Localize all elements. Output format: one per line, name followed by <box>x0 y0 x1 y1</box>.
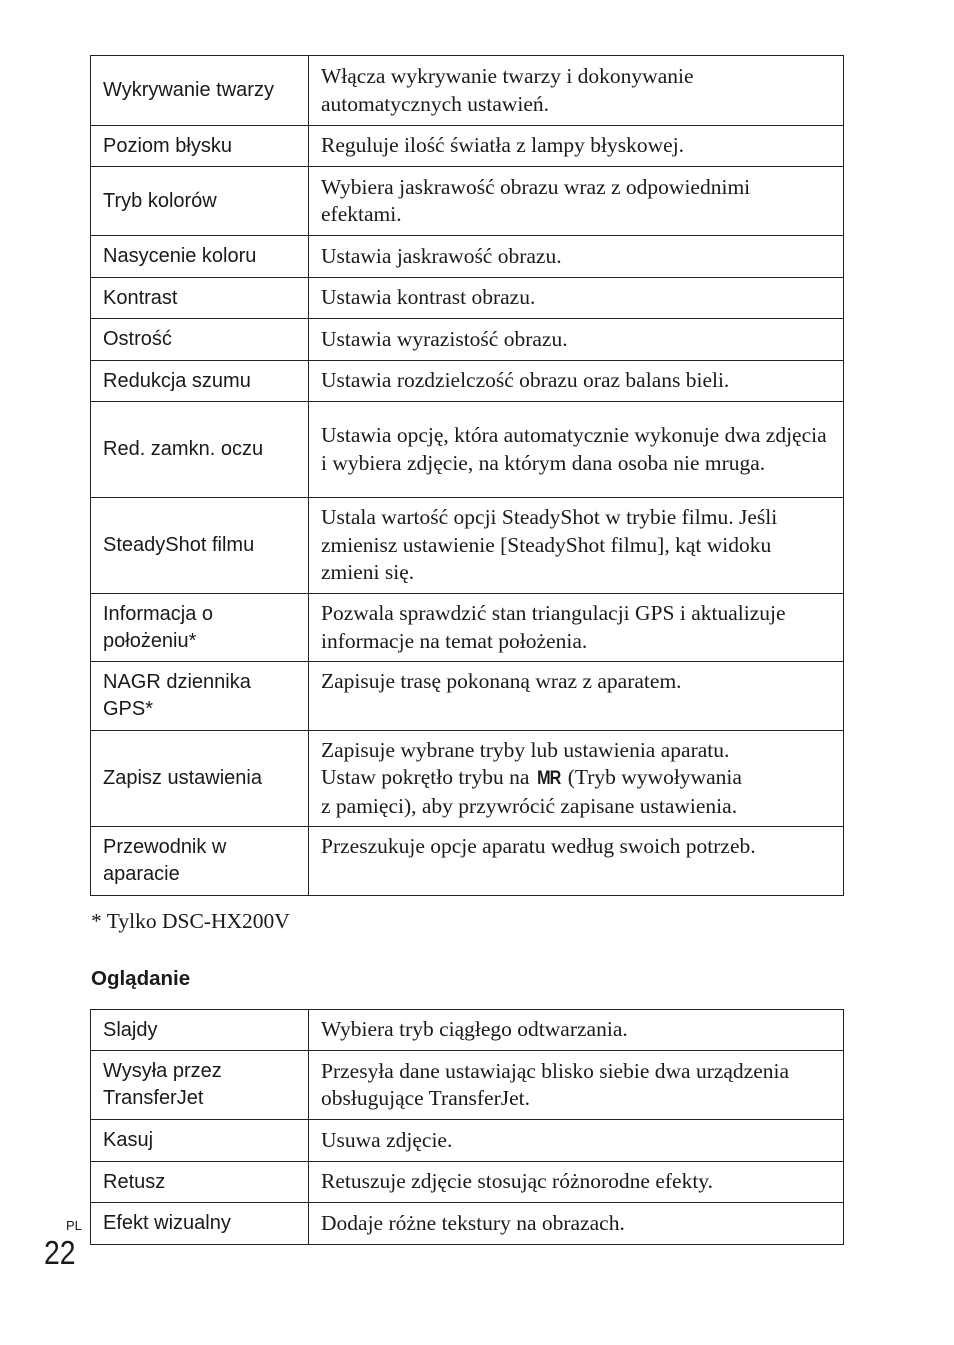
table-row <box>91 662 844 731</box>
table-row <box>91 827 844 896</box>
setting-label: Przewodnik w aparacie <box>91 827 309 896</box>
setting-description: Przeszukuje opcje aparatu według swoich potrzeb. <box>309 827 844 896</box>
setting-label: Informacja o położeniu* <box>91 594 309 662</box>
setting-description: Pozwala sprawdzić stan triangulacji GPS i aktualizuje informacje na temat położenia. <box>309 594 844 662</box>
setting-description: Ustawia jaskrawość obrazu. <box>309 236 844 278</box>
setting-label: Red. zamkn. oczu <box>91 402 309 498</box>
table-row <box>91 1162 844 1203</box>
table-row <box>91 56 844 126</box>
setting-description: Wybiera jaskrawość obrazu wraz z odpowiednimi efektami. <box>309 167 844 236</box>
table-row <box>91 167 844 236</box>
setting-description: Dodaje różne tekstury na obrazach. <box>309 1203 844 1245</box>
setting-description: Włącza wykrywanie twarzy i dokonywanie automatycznych ustawień. <box>309 56 844 126</box>
setting-description: Przesyła dane ustawiając blisko siebie dwa urządzenia obsługujące TransferJet. <box>309 1051 844 1120</box>
settings-table <box>90 55 844 896</box>
setting-label: Wysyła przez TransferJet <box>91 1051 309 1120</box>
setting-label: Retusz <box>91 1162 309 1203</box>
memory-recall-mode-icon: MR <box>536 768 561 790</box>
setting-label: Slajdy <box>91 1010 309 1051</box>
description-line: z pamięci), aby przywrócić zapisane ustawienia. <box>321 793 738 818</box>
setting-label: Kasuj <box>91 1120 309 1162</box>
setting-label: Ostrość <box>91 319 309 361</box>
setting-description <box>309 731 844 827</box>
setting-label: Poziom błysku <box>91 126 309 167</box>
table-row <box>91 1051 844 1120</box>
description-line: Zapisuje wybrane tryby lub ustawienia aparatu. <box>321 737 730 762</box>
setting-description: Zapisuje trasę pokonaną wraz z aparatem. <box>309 662 844 731</box>
setting-label: Wykrywanie twarzy <box>91 56 309 126</box>
setting-description: Ustawia rozdzielczość obrazu oraz balans bieli. <box>309 361 844 402</box>
table-row <box>91 1010 844 1051</box>
description-line: Ustaw pokrętło trybu na <box>321 765 530 790</box>
setting-label: Zapisz ustawienia <box>91 731 309 827</box>
table-row <box>91 402 844 498</box>
setting-label: NAGR dziennika GPS* <box>91 662 309 731</box>
setting-label: Redukcja szumu <box>91 361 309 402</box>
setting-label: SteadyShot filmu <box>91 498 309 594</box>
table-row <box>91 594 844 662</box>
setting-label: Kontrast <box>91 278 309 319</box>
table-row <box>91 126 844 167</box>
page-number: 22 <box>44 1234 76 1271</box>
section-title: Oglądanie <box>91 967 191 990</box>
setting-description: Reguluje ilość światła z lampy błyskowej. <box>309 126 844 167</box>
setting-description: Ustawia wyrazistość obrazu. <box>309 319 844 361</box>
setting-description: Wybiera tryb ciągłego odtwarzania. <box>309 1010 844 1051</box>
table-row <box>91 361 844 402</box>
table-row <box>91 278 844 319</box>
setting-label: Efekt wizualny <box>91 1203 309 1245</box>
language-code: PL <box>66 1218 82 1233</box>
viewing-table <box>90 1009 844 1245</box>
setting-description: Ustawia opcję, która automatycznie wykonuje dwa zdjęcia i wybiera zdjęcie, na którym dana osoba nie mruga. <box>309 402 844 498</box>
setting-description: Ustala wartość opcji SteadyShot w trybie filmu. Jeśli zmienisz ustawienie [SteadyShot filmu], kąt widoku zmieni się. <box>309 498 844 594</box>
description-line: (Tryb wywoływania <box>567 765 742 790</box>
table-row <box>91 236 844 278</box>
setting-label: Tryb kolorów <box>91 167 309 236</box>
setting-description: Ustawia kontrast obrazu. <box>309 278 844 319</box>
table-row <box>91 731 844 827</box>
setting-description: Retuszuje zdjęcie stosując różnorodne efekty. <box>309 1162 844 1203</box>
setting-description: Usuwa zdjęcie. <box>309 1120 844 1162</box>
footnote: * Tylko DSC-HX200V <box>91 909 290 933</box>
setting-label: Nasycenie koloru <box>91 236 309 278</box>
table-row <box>91 1203 844 1245</box>
table-row <box>91 1120 844 1162</box>
table-row <box>91 319 844 361</box>
table-row <box>91 498 844 594</box>
